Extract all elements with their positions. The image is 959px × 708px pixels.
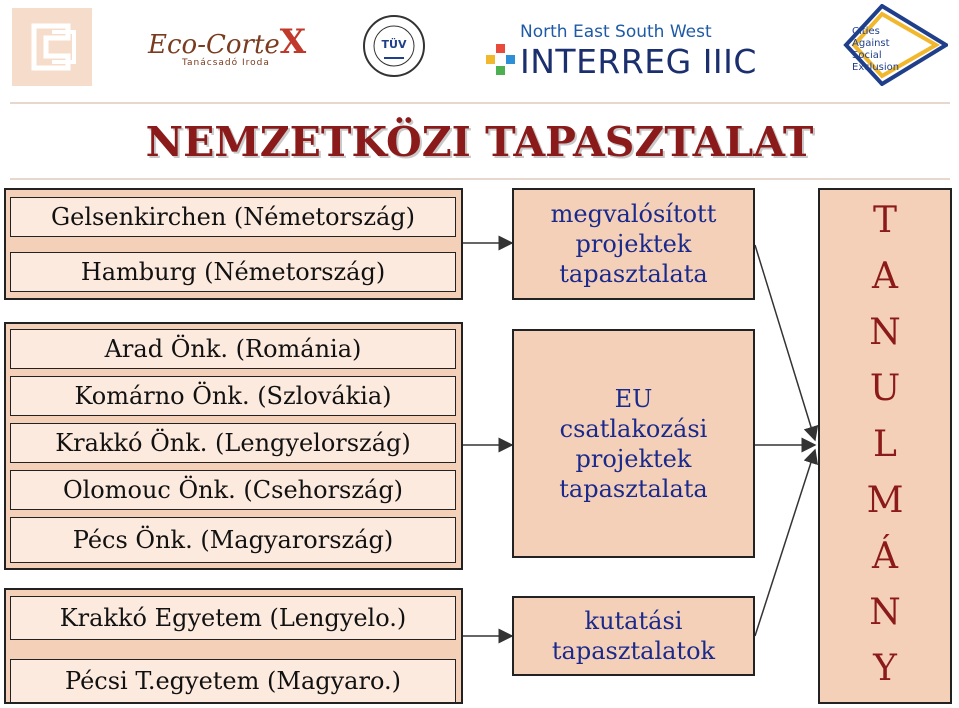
list-item: Olomouc Önk. (Csehország) bbox=[10, 470, 456, 510]
list-item: Pécsi T.egyetem (Magyaro.) bbox=[10, 659, 456, 703]
vertical-letter: U bbox=[869, 368, 901, 409]
list-item: Krakkó Egyetem (Lengyelo.) bbox=[10, 596, 456, 640]
vertical-letter: T bbox=[872, 200, 897, 241]
middle-box-line: projektek bbox=[575, 444, 692, 473]
eco-logo-x: X bbox=[279, 22, 307, 62]
case-line-2: Against bbox=[852, 38, 890, 49]
case-line-1: Cities bbox=[852, 26, 880, 37]
middle-box-line: EU bbox=[614, 384, 653, 413]
interreg-subtitle: North East South West bbox=[520, 22, 712, 42]
list-item: Pécs Önk. (Magyarország) bbox=[10, 517, 456, 563]
vertical-letter: N bbox=[869, 312, 901, 353]
vertical-letter: Y bbox=[873, 648, 897, 689]
vertical-letter: A bbox=[872, 256, 898, 297]
vertical-letter: N bbox=[869, 592, 901, 633]
arrow-research-to-learning bbox=[755, 450, 815, 636]
interreg-title: INTERREG IIIC bbox=[520, 42, 757, 81]
vertical-letter: Á bbox=[872, 536, 898, 577]
middle-box-line: tapasztalata bbox=[559, 474, 708, 503]
middle-box-line: tapasztalata bbox=[559, 260, 708, 288]
page-title: NEMZETKÖZI TAPASZTALAT bbox=[145, 118, 814, 166]
list-item: Komárno Önk. (Szlovákia) bbox=[10, 376, 456, 416]
list-item: Hamburg (Németország) bbox=[10, 252, 456, 292]
middle-box-line: megvalósított bbox=[550, 200, 717, 228]
vertical-letter: M bbox=[866, 480, 904, 521]
eco-logo-text: Eco-Corte bbox=[148, 30, 280, 60]
middle-box-line: projektek bbox=[575, 230, 692, 258]
middle-box-research bbox=[512, 596, 755, 676]
middle-box-line: csatlakozási bbox=[559, 414, 708, 443]
list-item: Gelsenkirchen (Németország) bbox=[10, 197, 456, 237]
list-item: Krakkó Önk. (Lengyelország) bbox=[10, 423, 456, 463]
middle-box-line: kutatási bbox=[584, 607, 683, 635]
list-item: Arad Önk. (Románia) bbox=[10, 329, 456, 369]
vertical-letter: L bbox=[873, 424, 897, 465]
middle-box-implemented-projects bbox=[512, 188, 755, 300]
middle-box-line: tapasztalatok bbox=[551, 637, 716, 665]
eco-logo-subtitle: Tanácsadó Iroda bbox=[182, 58, 270, 68]
tuv-label: TÜV bbox=[381, 38, 407, 51]
arrow-projects-to-learning bbox=[755, 245, 815, 440]
case-line-3: Social bbox=[852, 50, 882, 61]
middle-box-eu-accession bbox=[512, 329, 755, 558]
case-line-4: Exclusion bbox=[852, 62, 900, 73]
